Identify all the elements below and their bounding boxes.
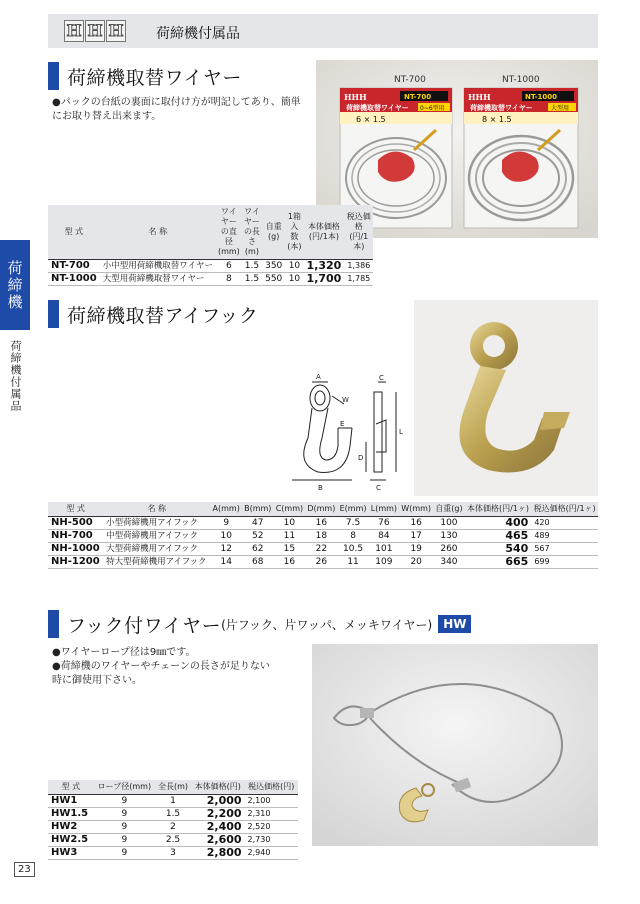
cell-value: 11 [337, 556, 368, 569]
cell-model: HW1 [48, 795, 94, 808]
hook-spec-table [48, 502, 598, 569]
cell-model: NH-700 [48, 530, 103, 543]
package-tag: 0~6型用 [420, 105, 445, 112]
cell-value: 9 [94, 795, 155, 808]
header-title: 荷締機付属品 [156, 26, 240, 42]
cell-value: 20 [399, 556, 433, 569]
page-header [48, 14, 598, 48]
dim-label: D [358, 454, 364, 462]
cell-name: 小中型用荷締機取替ワイヤー [100, 260, 216, 273]
col-header: ワイヤーの長さ(m) [242, 205, 262, 260]
section-title-hook [48, 300, 258, 328]
col-header: D(mm) [305, 502, 337, 517]
cell-model: NT-1000 [48, 273, 100, 286]
logo-letter: H [64, 20, 84, 42]
cell-value: 16 [399, 517, 433, 530]
cell-tax-price: 2,520 [245, 821, 298, 834]
hook-wire-spec-table [48, 780, 298, 860]
cell-value: 16 [305, 517, 337, 530]
cell-model: NH-1200 [48, 556, 103, 569]
cell-value: 1 [155, 795, 191, 808]
section3-notes [52, 646, 272, 688]
cell-tax-price: 1,386 [344, 260, 373, 273]
dim-label: C [379, 374, 384, 382]
section-bar [48, 610, 59, 638]
package-title: 荷締機取替ワイヤー [346, 104, 409, 112]
cell-tax-price: 2,730 [245, 834, 298, 847]
wire-spec-table [48, 205, 373, 286]
col-header: E(mm) [337, 502, 368, 517]
cell-value: 22 [305, 543, 337, 556]
dim-label: B [318, 484, 323, 492]
cell-price: 540 [465, 543, 532, 556]
cell-value: 2.5 [155, 834, 191, 847]
cell-value: 9 [94, 834, 155, 847]
cell-price: 2,400 [191, 821, 244, 834]
cell-value: 10 [274, 517, 306, 530]
dim-label: C [376, 484, 381, 492]
col-header: 本体価格(円/1ヶ) [465, 502, 532, 517]
cell-value: 19 [399, 543, 433, 556]
cell-tax-price: 420 [531, 517, 598, 530]
cell-value: 16 [274, 556, 306, 569]
cell-price: 1,320 [304, 260, 345, 273]
cell-model: HW1.5 [48, 808, 94, 821]
cell-value: 350 [262, 260, 285, 273]
section-title-hook-wire [48, 610, 471, 638]
cell-value: 12 [210, 543, 242, 556]
cell-value: 8 [337, 530, 368, 543]
cell-name: 特大型荷締機用アイフック [103, 556, 210, 569]
section-title-text: フック付ワイヤー [67, 614, 222, 637]
cell-name: 小型荷締機用アイフック [103, 517, 210, 530]
side-label: 荷締機付属品 [9, 340, 22, 412]
dim-label: W [342, 396, 349, 404]
cell-name: 大型用荷締機取替ワイヤー [100, 273, 216, 286]
cell-value: 2 [155, 821, 191, 834]
package-spec: 8 × 1.5 [482, 115, 512, 124]
cell-tax-price: 2,100 [245, 795, 298, 808]
cell-value: 9 [210, 517, 242, 530]
col-header: 1箱入数(本) [285, 205, 303, 260]
table-row [48, 543, 598, 556]
cell-value: 130 [433, 530, 465, 543]
cell-value: 1.5 [155, 808, 191, 821]
cell-model: NH-500 [48, 517, 103, 530]
dim-label: E [340, 420, 345, 428]
col-header: W(mm) [399, 502, 433, 517]
page-number: 23 [14, 862, 35, 877]
col-header: C(mm) [274, 502, 306, 517]
cell-value: 10 [285, 273, 303, 286]
dim-label: A [316, 373, 321, 381]
logo-letter: H [106, 20, 126, 42]
package-logo: HHH [344, 92, 367, 102]
cell-value: 100 [433, 517, 465, 530]
logo-letter: H [85, 20, 105, 42]
brand-logo [64, 20, 126, 42]
cell-value: 101 [369, 543, 400, 556]
cell-value: 1.5 [242, 273, 262, 286]
cell-tax-price: 699 [531, 556, 598, 569]
cell-tax-price: 2,310 [245, 808, 298, 821]
cell-value: 7.5 [337, 517, 368, 530]
col-header: 本体価格(円) [191, 780, 244, 795]
cell-model: HW2.5 [48, 834, 94, 847]
package-badge: NT-700 [404, 93, 432, 101]
cell-tax-price: 1,785 [344, 273, 373, 286]
table-row [48, 273, 373, 286]
col-header: 全長(m) [155, 780, 191, 795]
series-badge: HW [438, 615, 471, 633]
cell-price: 1,700 [304, 273, 345, 286]
cell-name: 中型荷締機用アイフック [103, 530, 210, 543]
col-header: A(mm) [210, 502, 242, 517]
col-header: ロープ径(mm) [94, 780, 155, 795]
col-header: 型 式 [48, 780, 94, 795]
cell-model: NH-1000 [48, 543, 103, 556]
cell-value: 550 [262, 273, 285, 286]
cell-value: 9 [94, 808, 155, 821]
table-row [48, 260, 373, 273]
cell-value: 9 [94, 847, 155, 860]
table-header-row [48, 502, 598, 517]
cell-model: HW2 [48, 821, 94, 834]
cell-value: 52 [242, 530, 274, 543]
section-bar [48, 62, 59, 90]
cell-value: 3 [155, 847, 191, 860]
cell-price: 400 [465, 517, 532, 530]
col-header: 税込価格(円/1本) [344, 205, 373, 260]
table-header-row [48, 780, 298, 795]
col-header: 名 称 [103, 502, 210, 517]
cell-price: 465 [465, 530, 532, 543]
eye-hook-photo [414, 300, 598, 496]
cell-value: 260 [433, 543, 465, 556]
cell-price: 665 [465, 556, 532, 569]
note-line: ●荷締機のワイヤーやチェーンの長さが足りない時に御使用下さい。 [52, 661, 270, 686]
col-header: 自重(g) [262, 205, 285, 260]
section-subtitle: (片フック、片ワッパ、メッキワイヤー) [221, 617, 433, 632]
cell-value: 68 [242, 556, 274, 569]
cell-value: 18 [305, 530, 337, 543]
col-header: B(mm) [242, 502, 274, 517]
cell-tax-price: 567 [531, 543, 598, 556]
cell-value: 84 [369, 530, 400, 543]
col-header: 名 称 [100, 205, 216, 260]
cell-value: 26 [305, 556, 337, 569]
cell-value: 15 [274, 543, 306, 556]
table-row [48, 847, 298, 860]
cell-value: 62 [242, 543, 274, 556]
photo-label-nt1000: NT-1000 [502, 75, 540, 85]
table-row [48, 821, 298, 834]
col-header: ワイヤーの直径(mm) [216, 205, 242, 260]
cell-value: 17 [399, 530, 433, 543]
table-row [48, 517, 598, 530]
package-tag: 大型用 [551, 105, 570, 112]
cell-price: 2,600 [191, 834, 244, 847]
col-header: 税込価格(円) [245, 780, 298, 795]
section1-note: ●パックの台紙の裏面に取付け方が明記してあり、簡単にお取り替え出来ます。 [52, 97, 301, 122]
table-row [48, 530, 598, 543]
cell-value: 10.5 [337, 543, 368, 556]
section-bar [48, 300, 59, 328]
table-row [48, 808, 298, 821]
cell-value: 10 [210, 530, 242, 543]
cell-value: 14 [210, 556, 242, 569]
package-logo: HHH [468, 92, 491, 102]
col-header: 税込価格(円/1ヶ) [531, 502, 598, 517]
cell-name: 大型荷締機用アイフック [103, 543, 210, 556]
section-title-text: 荷締機取替アイフック [67, 304, 259, 327]
cell-value: 8 [216, 273, 242, 286]
hook-wire-photo [312, 644, 598, 846]
col-header: 型 式 [48, 205, 100, 260]
cell-value: 76 [369, 517, 400, 530]
photo-label-nt700: NT-700 [394, 75, 426, 85]
section-title-text: 荷締機取替ワイヤー [67, 66, 242, 89]
cell-price: 2,200 [191, 808, 244, 821]
col-header: 本体価格(円/1本) [304, 205, 345, 260]
dim-label: L [399, 428, 403, 436]
cell-value: 47 [242, 517, 274, 530]
table-row [48, 795, 298, 808]
col-header: 自重(g) [433, 502, 465, 517]
cell-value: 11 [274, 530, 306, 543]
table-row [48, 556, 598, 569]
package-spec: 6 × 1.5 [356, 115, 386, 124]
cell-tax-price: 489 [531, 530, 598, 543]
cell-value: 6 [216, 260, 242, 273]
cell-value: 340 [433, 556, 465, 569]
cell-model: HW3 [48, 847, 94, 860]
table-row [48, 834, 298, 847]
package-badge: NT-1000 [525, 93, 557, 101]
col-header: 型 式 [48, 502, 103, 517]
package-title: 荷締機取替ワイヤー [470, 104, 533, 112]
cell-price: 2,000 [191, 795, 244, 808]
cell-value: 1.5 [242, 260, 262, 273]
cell-value: 109 [369, 556, 400, 569]
side-tab: 荷締機 [0, 240, 30, 330]
section-title-wire [48, 62, 242, 90]
hook-dimension-diagram [278, 368, 413, 496]
cell-tax-price: 2,940 [245, 847, 298, 860]
table-header-row [48, 205, 373, 260]
note-line: ●ワイヤーロープ径は9㎜です。 [52, 647, 196, 658]
cell-price: 2,800 [191, 847, 244, 860]
package-nt1000 [464, 88, 578, 228]
cell-value: 10 [285, 260, 303, 273]
cell-model: NT-700 [48, 260, 100, 273]
col-header: L(mm) [369, 502, 400, 517]
cell-value: 9 [94, 821, 155, 834]
